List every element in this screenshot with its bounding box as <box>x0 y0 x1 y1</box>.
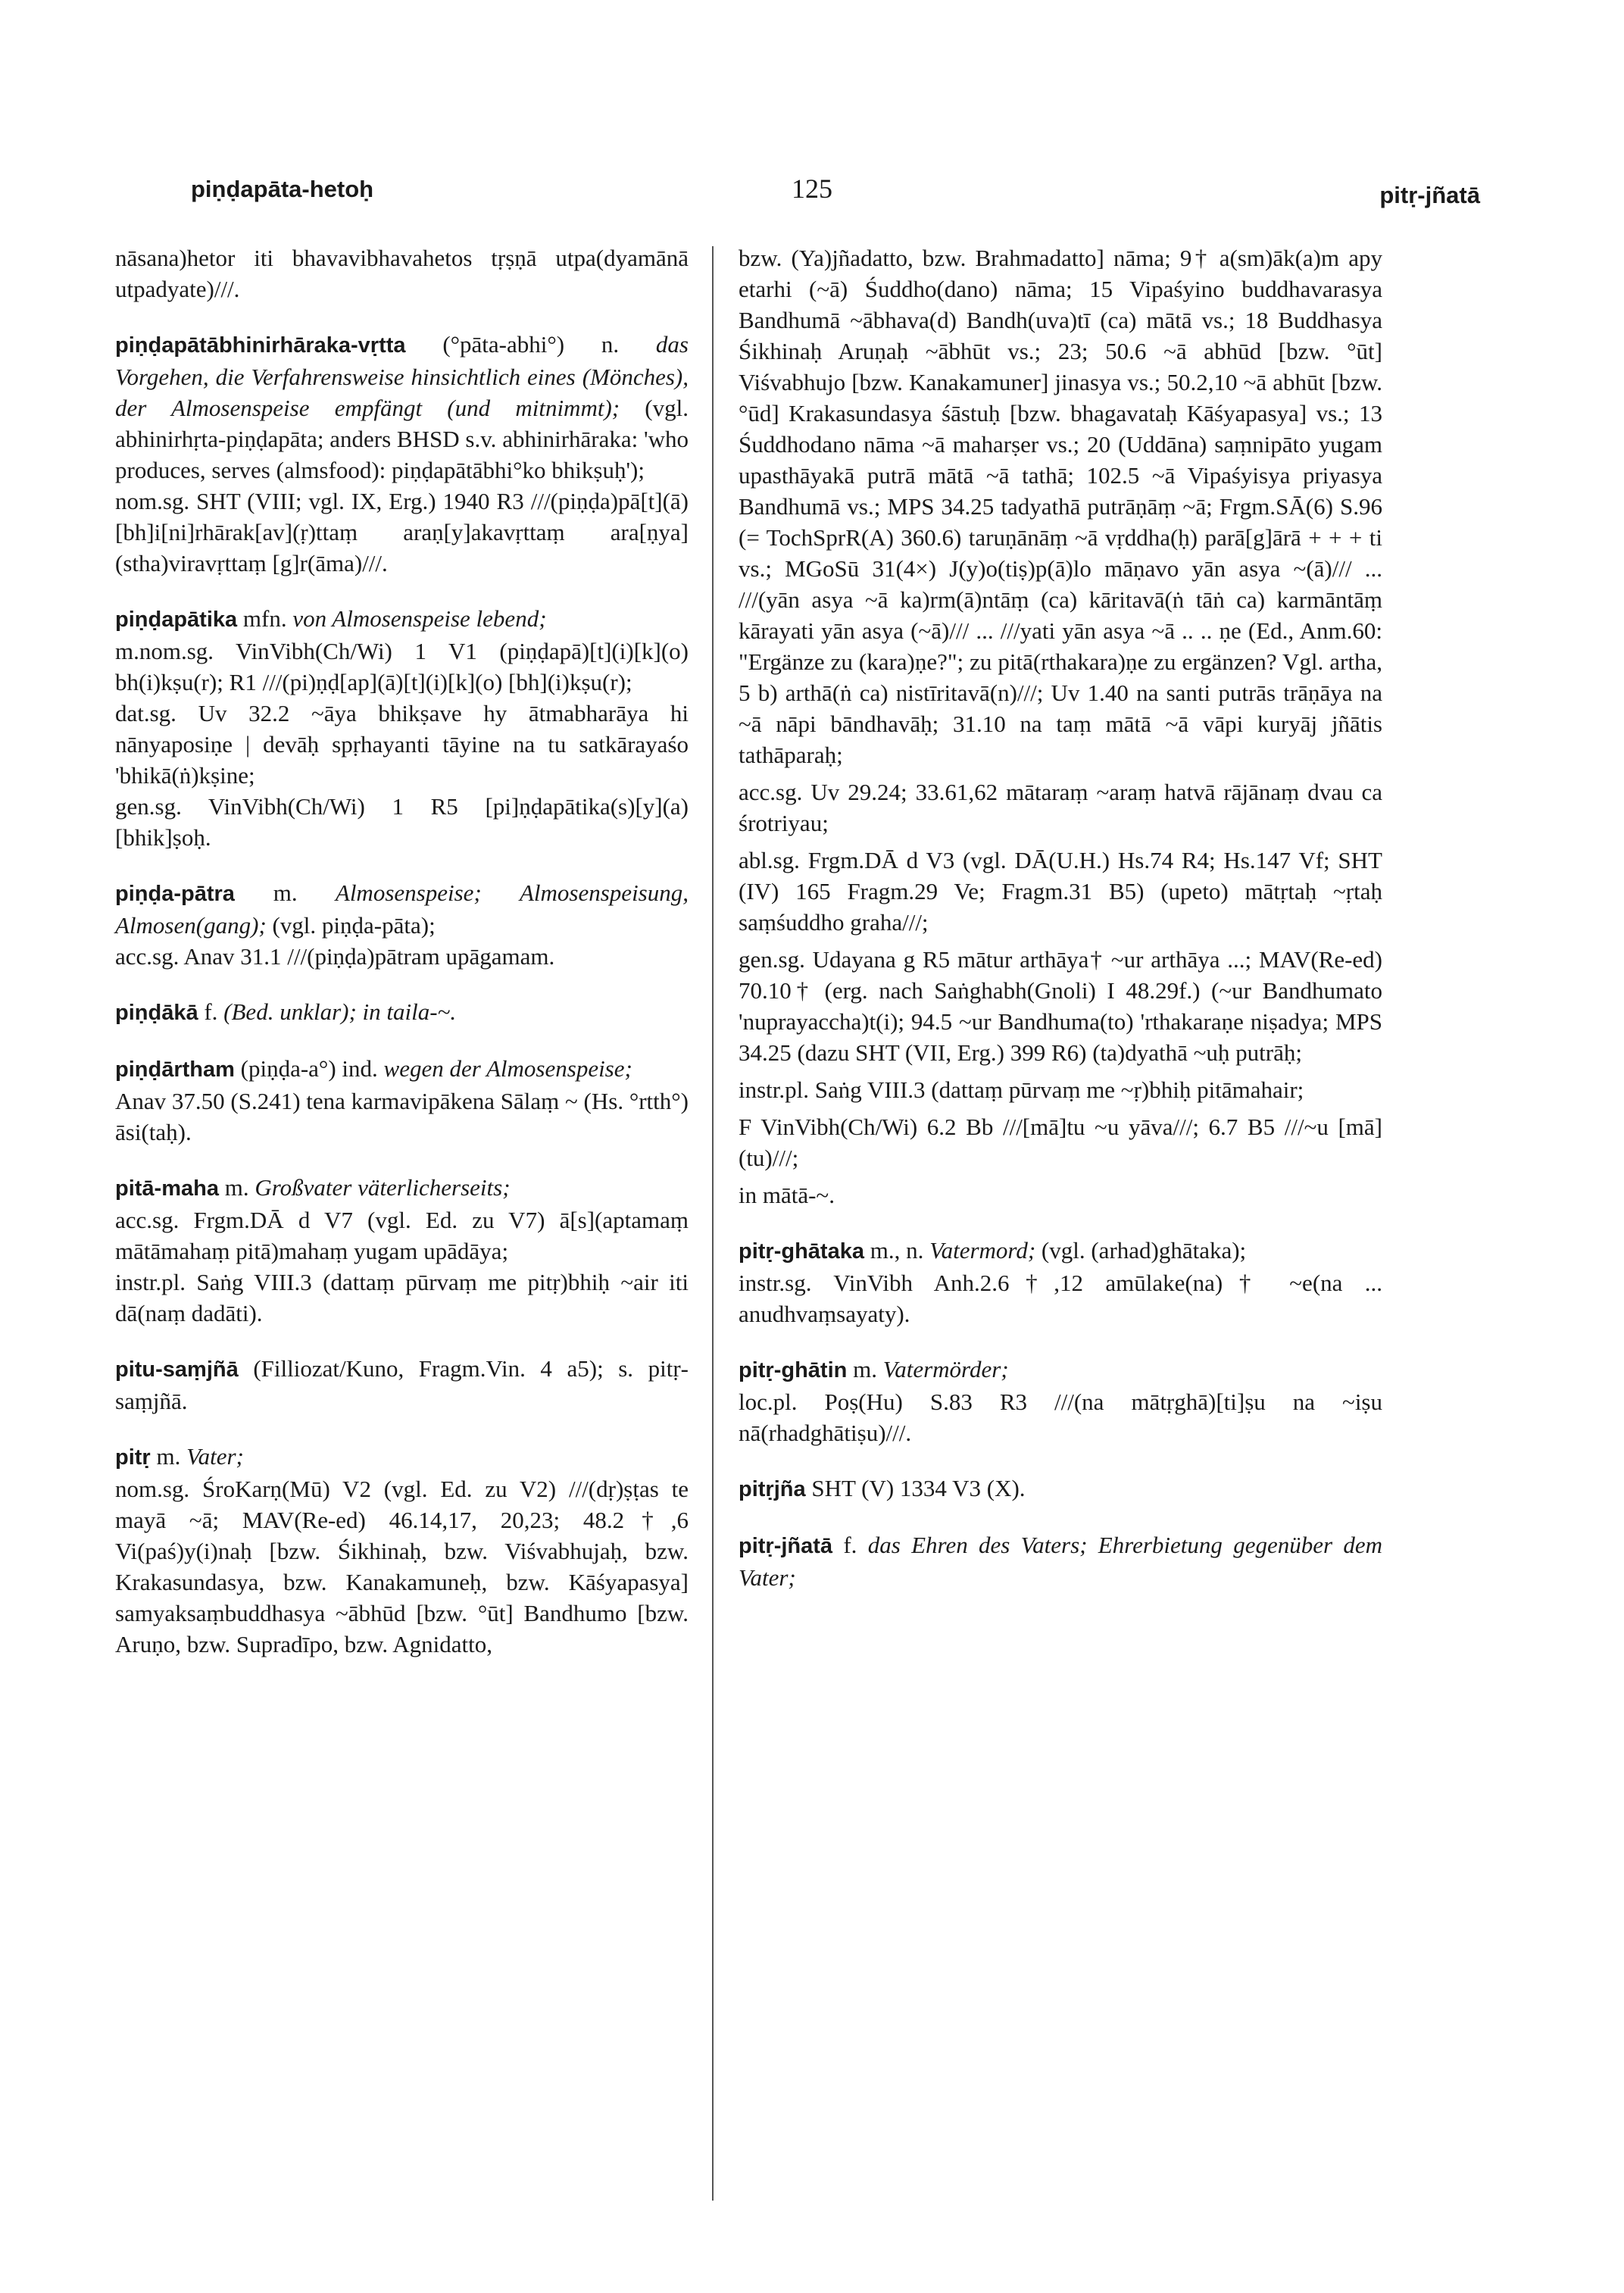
definition: Vatermörder; <box>876 1356 1009 1382</box>
column-divider <box>712 246 714 2201</box>
right-column <box>739 242 1382 1617</box>
citation: F VinVibh(Ch/Wi) 6.2 Bb ///[mā]tu ~u yāva///; 6.7 B5 ///~u [mā](tu)///; <box>739 1114 1382 1171</box>
entry-continuation <box>739 845 1382 938</box>
headword: piṇḍapātābhinirhāraka-vṛtta <box>115 333 406 358</box>
citation: m.nom.sg. VinVibh(Ch/Wi) 1 V1 (piṇḍapā)[t](i)[k](o) bh(i)kṣu(r); R1 ///(pi)ṇḍ[ap](ā)[t](i)[k](o) [bh](i)kṣu(r); <box>115 638 689 695</box>
cross-reference: in mātā-~. <box>739 1182 835 1208</box>
headword: pitṛ <box>115 1445 151 1470</box>
grammar: (piṇḍa-a°) ind. <box>234 1055 378 1082</box>
headword: pitṛ-ghātin <box>739 1358 848 1382</box>
headword: piṇḍākā <box>115 1001 198 1025</box>
citation: instr.pl. Saṅg VIII.3 (dattaṃ pūrvaṃ me pitṛ)bhiḥ ~air iti dā(naṃ dadāti). <box>115 1269 689 1326</box>
citation: acc.sg. Anav 31.1 ///(piṇḍa)pātram upāgamam. <box>115 943 555 970</box>
entry-pindaka <box>115 996 689 1029</box>
definition: wegen der Almosenspeise; <box>377 1055 632 1082</box>
entry-pitr-ghataka <box>739 1235 1382 1329</box>
entry-continuation <box>739 1111 1382 1173</box>
definition: Almosenspeise; Almosenspeisung, Almosen(gang); <box>115 879 689 939</box>
entry-pindapatabhinirharaka-vrtta <box>115 329 689 579</box>
definition: (Bed. unklar); in taila-~. <box>217 998 457 1025</box>
entry-pitrjna <box>739 1473 1382 1505</box>
grammar: m. <box>234 879 298 906</box>
citation: nom.sg. ŚroKarṇ(Mū) V2 (vgl. Ed. zu V2) ///(dṛ)ṣṭas te mayā ~ā; MAV(Re-ed) 46.14,17, 20,23; 48.2†,6 Vi(paś)y(i)naḥ [bzw. Śikhinaḥ, bzw. Viśvabhujaḥ, bzw. Krakasundasya, bzw. Kanakamuneḥ, bzw. Kāśyapasya] samyaksaṃbuddhasya ~ābhūd [bzw. °ūt] Bandhumo [bzw. Aruṇo, bzw. Supradīpo, bzw. Agnidatto, <box>115 1476 689 1657</box>
headword: pitṛ-jñatā <box>739 1534 833 1558</box>
entry-continuation <box>739 242 1382 770</box>
definition: von Almosenspeise lebend; <box>286 605 547 632</box>
page-number: 125 <box>792 173 832 204</box>
definition: Großvater väterlicherseits; <box>248 1174 511 1201</box>
grammar: m., n. <box>864 1237 924 1264</box>
citation: gen.sg. Udayana g R5 mātur arthāya† ~ur arthāya ...; MAV(Re-ed) 70.10† (erg. nach Saṅghabh(Gnoli) I 48.29f.) (~ur Bandhumato 'nuprayaccha)t(i); 94.5 ~ur Bandhuma(to) 'rthakaraṇe niṣadya; MPS 34.25 (dazu SHT (VII, Erg.) 399 R6) (ta)dyathā ~uḥ putrāḥ; <box>739 946 1382 1066</box>
running-head-right: pitṛ-jñatā <box>1379 182 1480 208</box>
entry-continuation <box>739 1179 1382 1211</box>
citation: acc.sg. Frgm.DĀ d V7 (vgl. Ed. zu V7) ā[s](aptamaṃ mātāmahaṃ pitā)mahaṃ yugam upādāya; <box>115 1207 689 1264</box>
note: (vgl. abhinirhṛta-piṇḍapāta; anders BHSD s.v. abhinirhāraka: 'who produces, serves (almsfood): piṇḍapātābhi°ko bhikṣuḥ'); <box>115 395 689 483</box>
citation: abl.sg. Frgm.DĀ d V3 (vgl. DĀ(U.H.) Hs.74 R4; Hs.147 Vf; SHT (IV) 165 Fragm.29 Ve; Fragm.31 B5) (upeto) mātṛtaḥ ~ṛtaḥ saṃśuddho graha///; <box>739 847 1382 936</box>
note: (Filliozat/Kuno, Fragm.Vin. 4 a5); s. pitṛ-saṃjñā. <box>115 1355 689 1414</box>
citation: Anav 37.50 (S.241) tena karmavipākena Sālaṃ ~ (Hs. °rtth°) āsi(taḥ). <box>115 1088 689 1145</box>
entry-pinda-patra <box>115 877 689 972</box>
note: SHT (V) 1334 V3 (X). <box>805 1475 1026 1501</box>
headword: piṇḍa-pātra <box>115 882 235 906</box>
citation: instr.pl. Saṅg VIII.3 (dattaṃ pūrvaṃ me ~ṛ)bhiḥ pitāmahair; <box>739 1076 1304 1103</box>
grammar: (°pāta-abhi°) n. <box>405 331 620 358</box>
note: (vgl. piṇḍa-pāta); <box>266 912 436 939</box>
grammar: m. <box>218 1174 249 1201</box>
headword: piṇḍārtham <box>115 1057 235 1082</box>
entry-pitr-ghatin <box>739 1354 1382 1448</box>
citation: bzw. (Ya)jñadatto, bzw. Brahmadatto] nāma; 9† a(sm)āk(a)m apy etarhi (~ā) Śuddho(dano) nāma; 15 Vipaśyino buddhavarasya Bandhumā ~ābhava(d) Bandh(uva)tī (ca) mātā vs.; 18 Buddhasya Śikhinaḥ Aruṇaḥ ~ābhūt vs.; 23; 50.6 ~ā abhūd [bzw. °ūt] Viśvabhujo [bzw. Kanakamuner] jinasya vs.; 50.2,10 ~ā abhūt [bzw. °ūd] Krakasundasya śāstuḥ [bzw. bhagavataḥ Kāśyapasya] vs.; 13 Śuddhodano nāma ~ā maharṣer vs.; 20 (Uddāna) saṃnipāto yugam upasthāyakā putrā mātā ~ā tathā; 102.5 ~ā Vipaśyisya priyasya Bandhumā vs.; MPS 34.25 tadyathā putrāṇāṃ ~ā; Frgm.SĀ(6) S.96 (= TochSprR(A) 360.6) taruṇānāṃ ~ā vṛddha(ḥ) parā[g]ārā + + + ti vs.; MGoSū 31(4×) J(y)o(tiṣ)p(ā)lo māṇavo yān asya ~(ā)/// ... ///(yān asya ~ā ka)rm(ā)ntāṃ (ca) kāritavā(ṅ tāṅ ca) karmāntāṃ kārayati yān asya (~ā)/// ... ///yati yān asya ~ā .. .. ṇe (Ed., Anm.60: "Ergänze zu (kara)ṇe?"; zu pitā(rthakara)ṇe zu ergänzen? Vgl. artha, 5 b) arthā(ṅ ca) nistīritavā(n)///; Uv 1.40 na santi putrās trāṇāya na ~ā nāpi bāndhavāḥ; 31.10 na taṃ mātā ~ā vāpi kuryāj jñātis tathāparaḥ; <box>739 245 1382 768</box>
citation: loc.pl. Poṣ(Hu) S.83 R3 ///(na mātṛghā)[ti]ṣu na ~iṣu nā(rhadghātiṣu)///. <box>739 1389 1382 1446</box>
grammar: m. <box>847 1356 877 1382</box>
entry-pitr-jnata <box>739 1529 1382 1593</box>
running-head-left: piṇḍapāta-hetoḥ <box>191 176 374 202</box>
note: (vgl. (arhad)ghātaka); <box>1035 1237 1247 1264</box>
entry-continuation <box>739 1074 1382 1105</box>
citation: instr.sg. VinVibh Anh.2.6†,12 amūlake(na)† ~e(na ... anudhvaṃsayaty). <box>739 1270 1382 1327</box>
definition: Vater; <box>180 1443 244 1470</box>
citation: dat.sg. Uv 32.2 ~āya bhikṣave hy ātmabharāya hi nānyaposiṇe | devāḥ spṛhayanti tāyine na tu satkārayaśo 'bhikā(ṅ)kṣine; <box>115 700 689 789</box>
headword: pitṛ-ghātaka <box>739 1239 864 1264</box>
entry-pindapatika <box>115 603 689 853</box>
citation: acc.sg. Uv 29.24; 33.61,62 mātaraṃ ~araṃ hatvā rājānaṃ dvau ca śrotriyau; <box>739 779 1382 836</box>
entry-text: nāsana)hetor iti bhavavibhavahetos tṛṣṇā utpa(dyamānā utpadyate)///. <box>115 245 689 302</box>
entry-continuation <box>739 776 1382 839</box>
entry-pitr <box>115 1441 689 1660</box>
entry-pindartham <box>115 1053 689 1148</box>
definition: Vatermord; <box>923 1237 1036 1264</box>
definition: das Vorgehen, die Verfahrensweise hinsichtlich eines (Mönches), der Almosenspeise empfängt (und mitnimmt); <box>115 331 689 421</box>
grammar: m. <box>150 1443 181 1470</box>
entry-pitu-samjna <box>115 1353 689 1417</box>
entry-continuation <box>115 242 689 305</box>
entry-continuation <box>739 944 1382 1068</box>
citation: nom.sg. SHT (VIII; vgl. IX, Erg.) 1940 R3 ///(piṇḍa)pā[t](ā)[bh]i[ni]rhārak[av](ṛ)ttaṃ araṇ[y]akavṛttaṃ ara[ṇya](stha)viravṛttaṃ [g]r(āma)///. <box>115 488 689 576</box>
headword: pitā-maha <box>115 1176 219 1201</box>
grammar: f. <box>832 1532 857 1558</box>
left-column <box>115 242 689 1684</box>
grammar: f. <box>198 998 218 1025</box>
definition: das Ehren des Vaters; Ehrerbietung gegenüber dem Vater; <box>739 1532 1382 1591</box>
entry-pita-maha <box>115 1172 689 1329</box>
grammar: mfn. <box>237 605 287 632</box>
headword: pitṛjña <box>739 1477 806 1501</box>
headword: pitu-saṃjñā <box>115 1357 239 1382</box>
citation: gen.sg. VinVibh(Ch/Wi) 1 R5 [pi]ṇḍapātika(s)[y](a) [bhik]ṣoḥ. <box>115 793 689 851</box>
headword: piṇḍapātika <box>115 608 238 632</box>
